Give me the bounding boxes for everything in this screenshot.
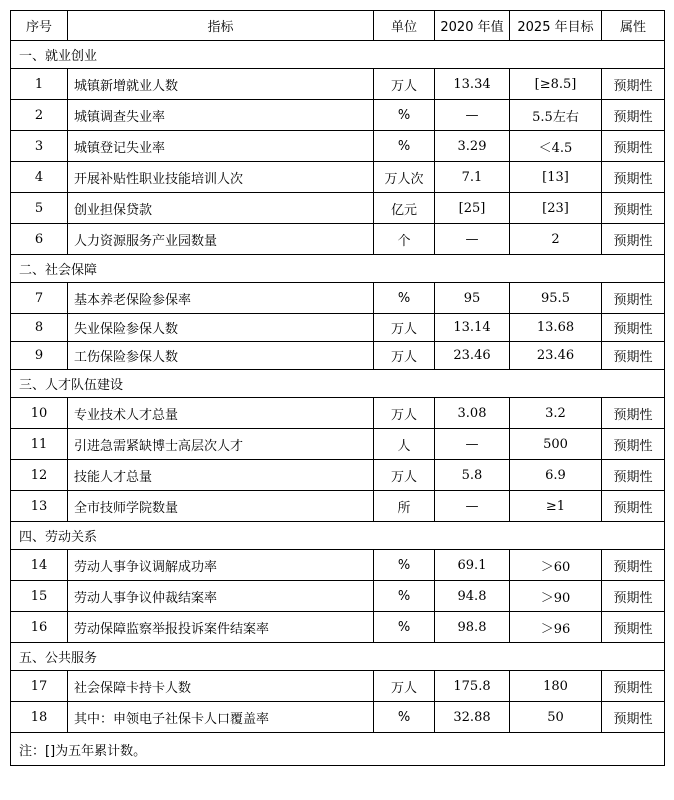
row-2020-value: 175.8 xyxy=(435,671,510,702)
row-indicator: 开展补贴性职业技能培训人次 xyxy=(68,162,374,193)
row-attribute: 预期性 xyxy=(602,162,665,193)
row-index: 8 xyxy=(11,314,68,342)
header-2025-target: 2025 年目标 xyxy=(510,11,602,41)
table-row xyxy=(11,342,665,370)
row-unit: 人 xyxy=(374,429,435,460)
section-header-row xyxy=(11,643,665,671)
row-2020-value: 5.8 xyxy=(435,460,510,491)
row-indicator: 全市技师学院数量 xyxy=(68,491,374,522)
row-index: 11 xyxy=(11,429,68,460)
row-2020-value: 69.1 xyxy=(435,550,510,581)
row-indicator: 引进急需紧缺博士高层次人才 xyxy=(68,429,374,460)
section-header-row xyxy=(11,370,665,398)
row-index: 4 xyxy=(11,162,68,193)
row-indicator: 劳动人事争议调解成功率 xyxy=(68,550,374,581)
table-note-row xyxy=(11,733,665,766)
row-unit: 万人次 xyxy=(374,162,435,193)
row-index: 13 xyxy=(11,491,68,522)
row-2025-target: 95.5 xyxy=(510,283,602,314)
table-row xyxy=(11,429,665,460)
header-index: 序号 xyxy=(11,11,68,41)
row-attribute: 预期性 xyxy=(602,342,665,370)
section-title: 四、劳动关系 xyxy=(11,522,665,550)
row-2020-value: 3.08 xyxy=(435,398,510,429)
row-indicator: 其中：申领电子社保卡人口覆盖率 xyxy=(68,702,374,733)
row-2020-value: 23.46 xyxy=(435,342,510,370)
row-unit: 个 xyxy=(374,224,435,255)
row-unit: % xyxy=(374,612,435,643)
row-index: 3 xyxy=(11,131,68,162)
row-index: 7 xyxy=(11,283,68,314)
section-title: 二、社会保障 xyxy=(11,255,665,283)
row-attribute: 预期性 xyxy=(602,283,665,314)
row-2020-value: — xyxy=(435,491,510,522)
row-2020-value: 95 xyxy=(435,283,510,314)
table-row xyxy=(11,162,665,193)
row-2025-target: ＞90 xyxy=(510,581,602,612)
row-2025-target: 13.68 xyxy=(510,314,602,342)
row-indicator: 基本养老保险参保率 xyxy=(68,283,374,314)
header-unit: 单位 xyxy=(374,11,435,41)
row-index: 5 xyxy=(11,193,68,224)
row-2020-value: — xyxy=(435,429,510,460)
table-row xyxy=(11,460,665,491)
row-indicator: 创业担保贷款 xyxy=(68,193,374,224)
row-attribute: 预期性 xyxy=(602,550,665,581)
row-2020-value: 94.8 xyxy=(435,581,510,612)
table-row xyxy=(11,69,665,100)
row-2020-value: — xyxy=(435,224,510,255)
row-2020-value: 3.29 xyxy=(435,131,510,162)
row-attribute: 预期性 xyxy=(602,100,665,131)
table-row xyxy=(11,131,665,162)
table-row xyxy=(11,100,665,131)
indicator-table xyxy=(10,10,665,766)
header-attribute: 属性 xyxy=(602,11,665,41)
row-2025-target: 23.46 xyxy=(510,342,602,370)
row-2025-target: [13] xyxy=(510,162,602,193)
table-row xyxy=(11,702,665,733)
header-2020-value: 2020 年值 xyxy=(435,11,510,41)
row-2025-target: 5.5左右 xyxy=(510,100,602,131)
row-attribute: 预期性 xyxy=(602,398,665,429)
table-row xyxy=(11,581,665,612)
row-attribute: 预期性 xyxy=(602,460,665,491)
row-indicator: 城镇调查失业率 xyxy=(68,100,374,131)
row-index: 6 xyxy=(11,224,68,255)
table-row xyxy=(11,612,665,643)
table-body xyxy=(11,41,665,733)
row-2020-value: — xyxy=(435,100,510,131)
row-2025-target: [23] xyxy=(510,193,602,224)
row-index: 12 xyxy=(11,460,68,491)
row-index: 17 xyxy=(11,671,68,702)
row-2025-target: 3.2 xyxy=(510,398,602,429)
row-2025-target: 2 xyxy=(510,224,602,255)
section-title: 五、公共服务 xyxy=(11,643,665,671)
row-2020-value: [25] xyxy=(435,193,510,224)
table-row xyxy=(11,550,665,581)
row-attribute: 预期性 xyxy=(602,224,665,255)
row-unit: 万人 xyxy=(374,342,435,370)
row-attribute: 预期性 xyxy=(602,671,665,702)
row-unit: % xyxy=(374,131,435,162)
row-attribute: 预期性 xyxy=(602,612,665,643)
row-indicator: 工伤保险参保人数 xyxy=(68,342,374,370)
row-unit: % xyxy=(374,550,435,581)
row-2025-target: 500 xyxy=(510,429,602,460)
row-2020-value: 13.34 xyxy=(435,69,510,100)
row-index: 2 xyxy=(11,100,68,131)
table-row xyxy=(11,491,665,522)
row-attribute: 预期性 xyxy=(602,429,665,460)
table-row xyxy=(11,224,665,255)
row-attribute: 预期性 xyxy=(602,581,665,612)
row-unit: % xyxy=(374,702,435,733)
row-indicator: 人力资源服务产业园数量 xyxy=(68,224,374,255)
row-indicator: 城镇登记失业率 xyxy=(68,131,374,162)
row-unit: % xyxy=(374,581,435,612)
row-attribute: 预期性 xyxy=(602,702,665,733)
row-2020-value: 32.88 xyxy=(435,702,510,733)
row-unit: 万人 xyxy=(374,69,435,100)
section-header-row xyxy=(11,522,665,550)
row-indicator: 社会保障卡持卡人数 xyxy=(68,671,374,702)
row-unit: 万人 xyxy=(374,398,435,429)
table-note: 注：[]为五年累计数。 xyxy=(11,733,665,766)
row-indicator: 劳动保障监察举报投诉案件结案率 xyxy=(68,612,374,643)
table-header-row xyxy=(11,11,665,41)
table-row xyxy=(11,314,665,342)
row-2025-target: 180 xyxy=(510,671,602,702)
section-title: 三、人才队伍建设 xyxy=(11,370,665,398)
row-2020-value: 7.1 xyxy=(435,162,510,193)
row-index: 9 xyxy=(11,342,68,370)
table-row xyxy=(11,283,665,314)
row-indicator: 专业技术人才总量 xyxy=(68,398,374,429)
table-row xyxy=(11,671,665,702)
row-2025-target: ＞60 xyxy=(510,550,602,581)
row-attribute: 预期性 xyxy=(602,193,665,224)
section-header-row xyxy=(11,255,665,283)
row-index: 1 xyxy=(11,69,68,100)
row-2025-target: ≥1 xyxy=(510,491,602,522)
row-2025-target: ＞96 xyxy=(510,612,602,643)
row-unit: % xyxy=(374,100,435,131)
section-header-row xyxy=(11,41,665,69)
row-index: 14 xyxy=(11,550,68,581)
row-2020-value: 98.8 xyxy=(435,612,510,643)
row-indicator: 技能人才总量 xyxy=(68,460,374,491)
row-2025-target: 6.9 xyxy=(510,460,602,491)
row-2025-target: [≥8.5] xyxy=(510,69,602,100)
row-index: 18 xyxy=(11,702,68,733)
row-indicator: 劳动人事争议仲裁结案率 xyxy=(68,581,374,612)
row-attribute: 预期性 xyxy=(602,69,665,100)
row-unit: 所 xyxy=(374,491,435,522)
table-row xyxy=(11,193,665,224)
row-attribute: 预期性 xyxy=(602,491,665,522)
row-2025-target: 50 xyxy=(510,702,602,733)
table-row xyxy=(11,398,665,429)
row-indicator: 城镇新增就业人数 xyxy=(68,69,374,100)
row-attribute: 预期性 xyxy=(602,131,665,162)
row-unit: 万人 xyxy=(374,460,435,491)
row-index: 15 xyxy=(11,581,68,612)
row-unit: % xyxy=(374,283,435,314)
row-attribute: 预期性 xyxy=(602,314,665,342)
row-unit: 亿元 xyxy=(374,193,435,224)
section-title: 一、就业创业 xyxy=(11,41,665,69)
row-unit: 万人 xyxy=(374,314,435,342)
row-unit: 万人 xyxy=(374,671,435,702)
header-indicator: 指标 xyxy=(68,11,374,41)
row-2025-target: ＜4.5 xyxy=(510,131,602,162)
row-indicator: 失业保险参保人数 xyxy=(68,314,374,342)
row-index: 10 xyxy=(11,398,68,429)
row-index: 16 xyxy=(11,612,68,643)
row-2020-value: 13.14 xyxy=(435,314,510,342)
